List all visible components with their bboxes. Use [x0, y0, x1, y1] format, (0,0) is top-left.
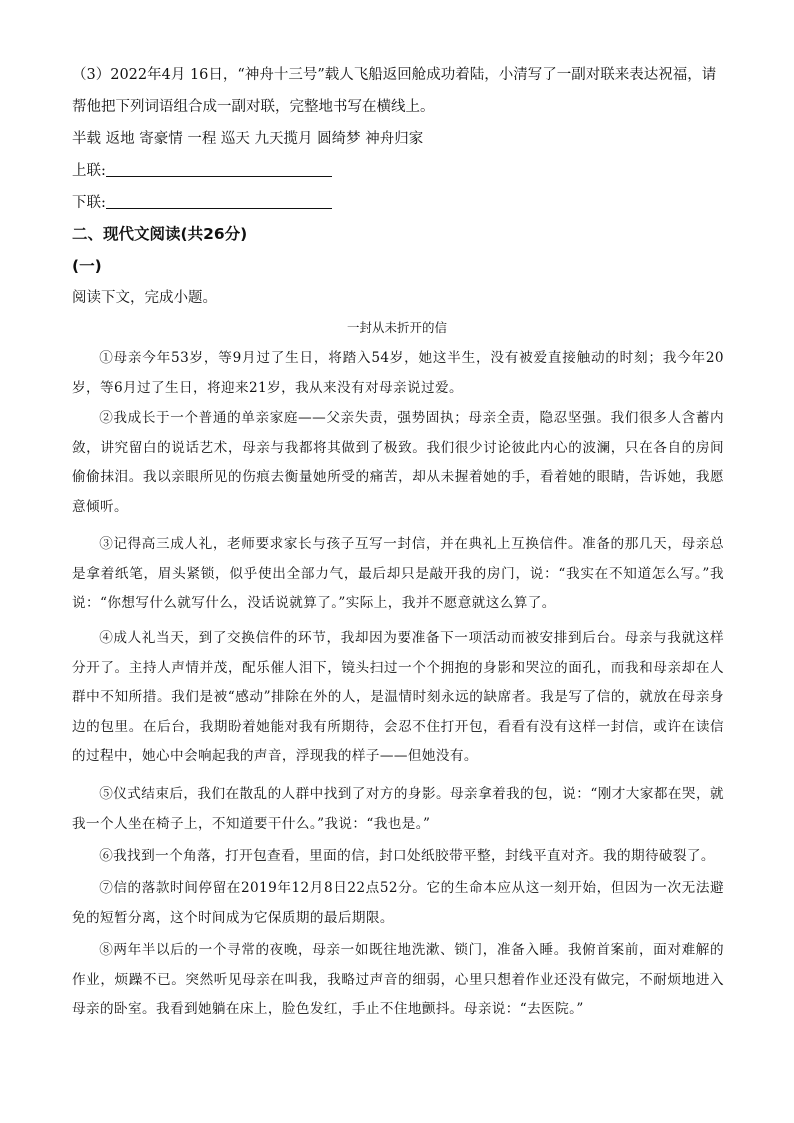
upper-couplet-label: 上联: — [72, 163, 106, 179]
article-paragraph-2: ②我成长于一个普通的单亲家庭——父亲失责，强势固执；母亲全责，隐忍坚强。我们很多人含蓄内敛，讲究留白的说话艺术，母亲与我都将其做到了极致。我们很少讨论彼此内心的波澜，只在各自的房间偷偷抹泪。我以亲眼所见的伤痕去衡量她所受的痛苦，却从未握着她的手，看着她的眼睛，告诉她，我愿意倾听。 — [72, 410, 724, 515]
lower-couplet-blank[interactable] — [106, 194, 332, 209]
question3-line1: （3）2022年4月 16日，“神舟十三号”载人飞船返回舱成功着陆，小清写了一副对联来表达祝福，请 — [72, 67, 717, 83]
article-paragraph-3: ③记得高三成人礼，老师要求家长与孩子互写一封信，并在典礼上互换信件。准备的那几天，母亲总是拿着纸笔，眉头紧锁，似乎使出全部力气，最后却只是敲开我的房门，说：“我实在不知道怎么写。”我说：“你想写什么就写什么，没话说就算了。”实际上，我并不愿意就这么算了。 — [72, 536, 724, 612]
article-paragraph-7: ⑦信的落款时间停留在2019年12月8日22点52分。它的生命本应从这一刻开始，但因为一次无法避免的短暂分离，这个时间成为它保质期的最后期限。 — [72, 880, 724, 926]
upper-couplet-blank[interactable] — [106, 162, 332, 177]
article-title: 一封从未折开的信 — [346, 320, 447, 335]
section-heading: 二、现代文阅读(共26分) — [72, 225, 248, 243]
article-paragraph-1: ①母亲今年53岁，等9月过了生日，将踏入54岁，她这半生，没有被爱直接触动的时刻；我今年20岁，等6月过了生日，将迎来21岁，我从来没有对母亲说过爱。 — [72, 350, 724, 396]
upper-couplet-row — [72, 160, 724, 182]
article-paragraph-8: ⑧两年半以后的一个寻常的夜晚，母亲一如既往地洗漱、锁门，准备入睡。我俯首案前，面对难解的作业，烦躁不已。突然听见母亲在叫我，我略过声音的细弱，心里只想着作业还没有做完，不耐烦地进入母亲的卧室。我看到她躺在床上，脸色发红，手止不住地颤抖。母亲说：“去医院。” — [72, 942, 724, 1018]
article-paragraph-5: ⑤仪式结束后，我们在散乱的人群中找到了对方的身影。母亲拿着我的包，说：“刚才大家都在哭，就我一个人坐在椅子上，不知道要干什么。”我说：“我也是。” — [72, 786, 724, 832]
article-paragraph-6: ⑥我找到一个角落，打开包查看，里面的信，封口处纸胶带平整，封线平直对齐。我的期待破裂了。 — [99, 848, 715, 864]
reading-instruction: 阅读下文，完成小题。 — [72, 290, 217, 306]
lower-couplet-row — [72, 192, 724, 214]
part-label: (一) — [72, 257, 102, 275]
article-paragraph-4: ④成人礼当天，到了交换信件的环节，我却因为要准备下一项活动而被安排到后台。母亲与我就这样分开了。主持人声情并茂，配乐催人泪下，镜头扫过一个个拥抱的身影和哭泣的面孔，而我和母亲却在人群中不知所措。我们是被“感动”排除在外的人，是温情时刻永远的缺席者。我是写了信的，就放在母亲身边的包里。在后台，我期盼着她能对我有所期待，会忍不住打开包，看看有没有这样一封信，或许在读信的过程中，她心中会响起我的声音，浮现我的样子——但她没有。 — [72, 630, 724, 765]
couplet-word-list: 半载 返地 寄豪情 一程 巡天 九天揽月 圆绮梦 神舟归家 — [72, 131, 424, 147]
question3-line2: 帮他把下列词语组合成一副对联，完整地书写在横线上。 — [72, 99, 435, 115]
lower-couplet-label: 下联: — [72, 195, 106, 211]
